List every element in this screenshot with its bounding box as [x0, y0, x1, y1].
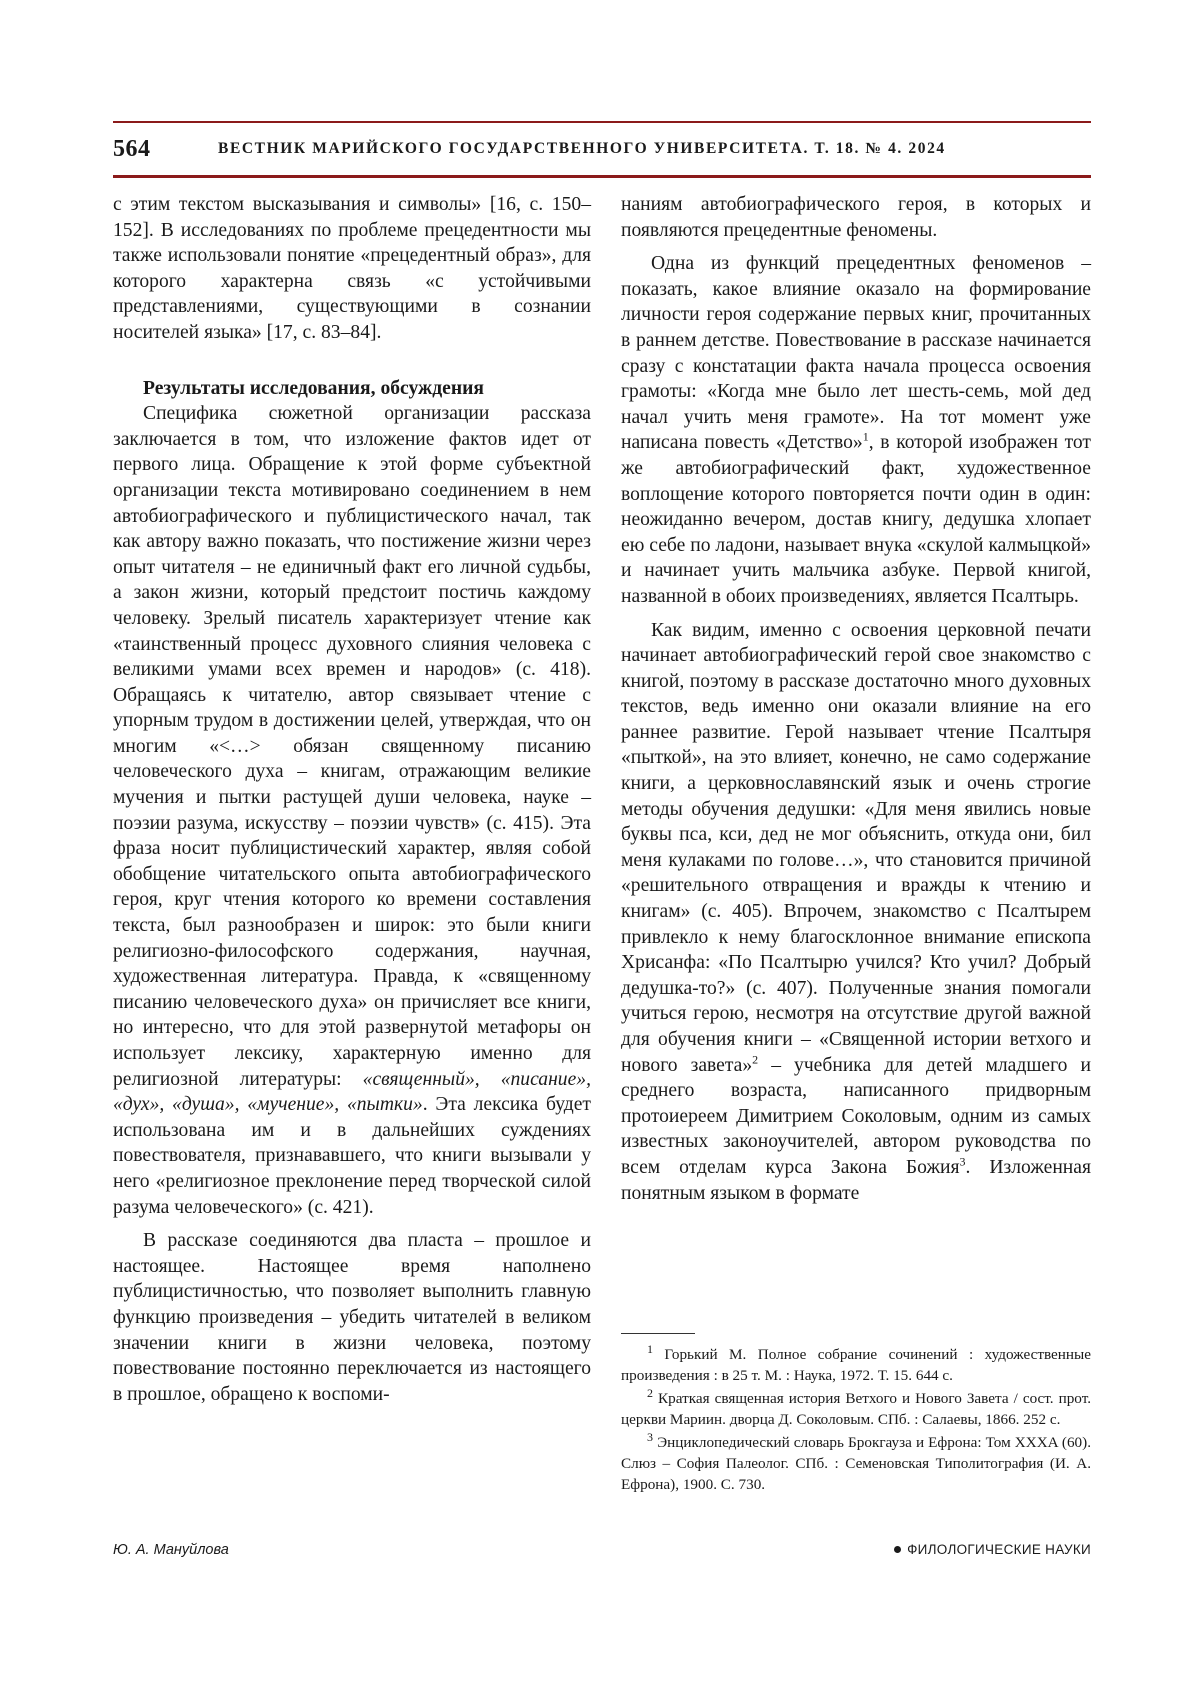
- footer-section: [894, 1542, 1091, 1557]
- footnote-number: 2: [647, 1386, 653, 1401]
- footnote: [621, 1386, 1091, 1430]
- footnote-ref[interactable]: 1: [862, 429, 869, 444]
- right-column: [621, 192, 1091, 1206]
- footnotes: [621, 1341, 1091, 1498]
- paragraph: с этим текстом высказывания и символы» [16, с. 150–152]. В исследованиях по проблеме прецедентности мы также использовали понятие «прецедентный образ», для которого характерна связь «с устойчивыми представлениями, существующими в сознании носителей языка» [17, с. 83–84].: [113, 194, 591, 343]
- text-span: Как видим, именно с освоения церковной печати начинает автобиографический герой свое знакомство с книгой, поэтому в рассказе достаточно много духовных текстов, ведь именно они оказали влияние на его раннее развитие. Герой называет чтение Псалтыря «пыткой», на это влияет, конечно, не само содержание книги, а церковнославянский язык и очень строгие методы обучения дедушки: «Для меня явились новые буквы пса, кси, дед не мог объяснить, откуда они, бил меня кулаками по голове…», что становится причиной «решительного отвращения и вражды к чтению и книгам» (с. 405). Впрочем, знакомство с Псалтырем привлекло к нему благосклонное внимание епископа Хрисанфа: «По Псалтырю учился? Кто учил? Добрый дедушка-то?» (с. 407). Полученные знания помогали учиться герою, несмотря на отсутствие другой важной для обучения книги – «Священной истории ветхого и нового завета»: [621, 619, 1091, 1076]
- footnote-text: Энциклопедический словарь Брокгауза и Ефрона: Том XXXA (60). Слюз – София Палеолог. СПб. : Семеновская Типолитография (И. А. Ефрона), 1900. С. 730.: [621, 1434, 1091, 1493]
- footnote-ref[interactable]: 2: [752, 1052, 759, 1067]
- paragraph: [621, 251, 1091, 609]
- emphasis-span: «священный», «писание», «дух», «душа», «мучение», «пытки»: [113, 1068, 591, 1116]
- text-span: – учебника для детей младшего и среднего возраста, написанного придворным протоиереем Димитрием Соколовым, одним из самых известных законоучителей, автором руководства по всем отделам курса Закона Божия: [621, 1054, 1091, 1178]
- header-top-rule: [113, 121, 1091, 123]
- text-span: Специфика сюжетной организации рассказа заключается в том, что изложение фактов идет от первого лица. Обращение к этой форме субъектной организации текста мотивировано соединением в нем автобиографического и публицистического начал, так как автору важно показать, что постижение жизни через опыт читателя – не единичный факт его личной судьбы, а закон жизни, который предстоит постичь каждому человеку. Зрелый писатель характеризует чтение как «таинственный процесс духовного слияния человека с великими умами всех времен и народов» (с. 418). Обращаясь к читателю, автор связывает чтение с упорным трудом в достижении целей, утверждая, что он многим «<…> обязан священному писанию человеческого духа – книгам, отражающим великие мучения и пытки растущей души человека, науке – поэзии разума, искусству – поэзии чувств» (с. 415). Эта фраза носит публицистический характер, являя собой обобщение читательского опыта автобиографического героя, круг чтения которого ко времени составления текста, был разнообразен и широк: это были книги религиозно-философского содержания, научная, художественная литература. Правда, к «священному писанию человеческого духа» он причисляет все книги, но интересно, что для этой развернутой метафоры он использует лексику, характерную именно для религиозной литературы:: [113, 403, 591, 1090]
- header-bottom-rule: [113, 175, 1091, 178]
- footer-author: Ю. А. Мануйлова: [113, 1542, 229, 1558]
- footnote-text: Горький М. Полное собрание сочинений : художественные произведения : в 25 т. М. : Наука, 1972. Т. 15. 644 с.: [621, 1346, 1091, 1384]
- page-number: 564: [113, 136, 151, 162]
- footnote-separator: [621, 1333, 695, 1334]
- footnote-ref[interactable]: 3: [959, 1154, 966, 1169]
- left-column: [113, 192, 591, 1407]
- footnote-number: 1: [647, 1341, 653, 1356]
- text-span: , в которой изображен тот же автобиографический факт, художественное воплощение которого повторяется почти один в один: неожиданно вечером, достав книгу, дедушка хлопает ею себе по ладони, называет внука «скулой калмыцкой» и начинает учить мальчика азбуке. Первой книгой, названной в обоих произведениях, является Псалтырь.: [621, 432, 1091, 607]
- footnote-text: Краткая священная история Ветхого и Нового Завета / сост. прот. церкви Мариин. дворца Д. Соколовым. СПб. : Салаевы, 1866. 252 с.: [621, 1390, 1091, 1428]
- paragraph: [621, 618, 1091, 1207]
- section-heading: Результаты исследования, обсуждения: [143, 377, 485, 399]
- footnote: [621, 1430, 1091, 1495]
- journal-title: ВЕСТНИК МАРИЙСКОГО ГОСУДАРСТВЕННОГО УНИВЕРСИТЕТА. Т. 18. № 4. 2024: [218, 140, 946, 157]
- text-span: Одна из функций прецедентных феноменов – показать, какое влияние оказало на формирование личности героя содержание первых книг, прочитанных в раннем детстве. Повествование в рассказе начинается сразу с констатации факта начала процесса освоения грамоты: «Когда мне было лет шесть-семь, мой дед начал учить меня грамоте». На тот момент уже написана повесть «Детство»: [621, 253, 1091, 454]
- footnote-number: 3: [647, 1430, 653, 1445]
- text-span: . Изложенная понятным языком в формате: [621, 1156, 1091, 1204]
- paragraph: наниям автобиографического героя, в которых и появляются прецедентные феномены.: [621, 194, 1091, 241]
- text-span: . Эта лексика будет использована им и в дальнейших суждениях повествователя, признававшего, что книги вызывали у него «религиозное преклонение перед творческой силой разума человеческого» (с. 421).: [113, 1094, 591, 1218]
- bullet-icon: [894, 1546, 901, 1553]
- footnote: [621, 1341, 1091, 1386]
- footer-section-label: ФИЛОЛОГИЧЕСКИЕ НАУКИ: [907, 1542, 1091, 1557]
- paragraph: В рассказе соединяются два пласта – прошлое и настоящее. Настоящее время наполнено публицистичностью, что позволяет выполнить главную функцию произведения – убедить читателей в великом значении книги в жизни человека, поэтому повествование постоянно переключается из настоящего в прошлое, обращено к воспоми-: [113, 1230, 591, 1405]
- paragraph: [113, 401, 591, 1220]
